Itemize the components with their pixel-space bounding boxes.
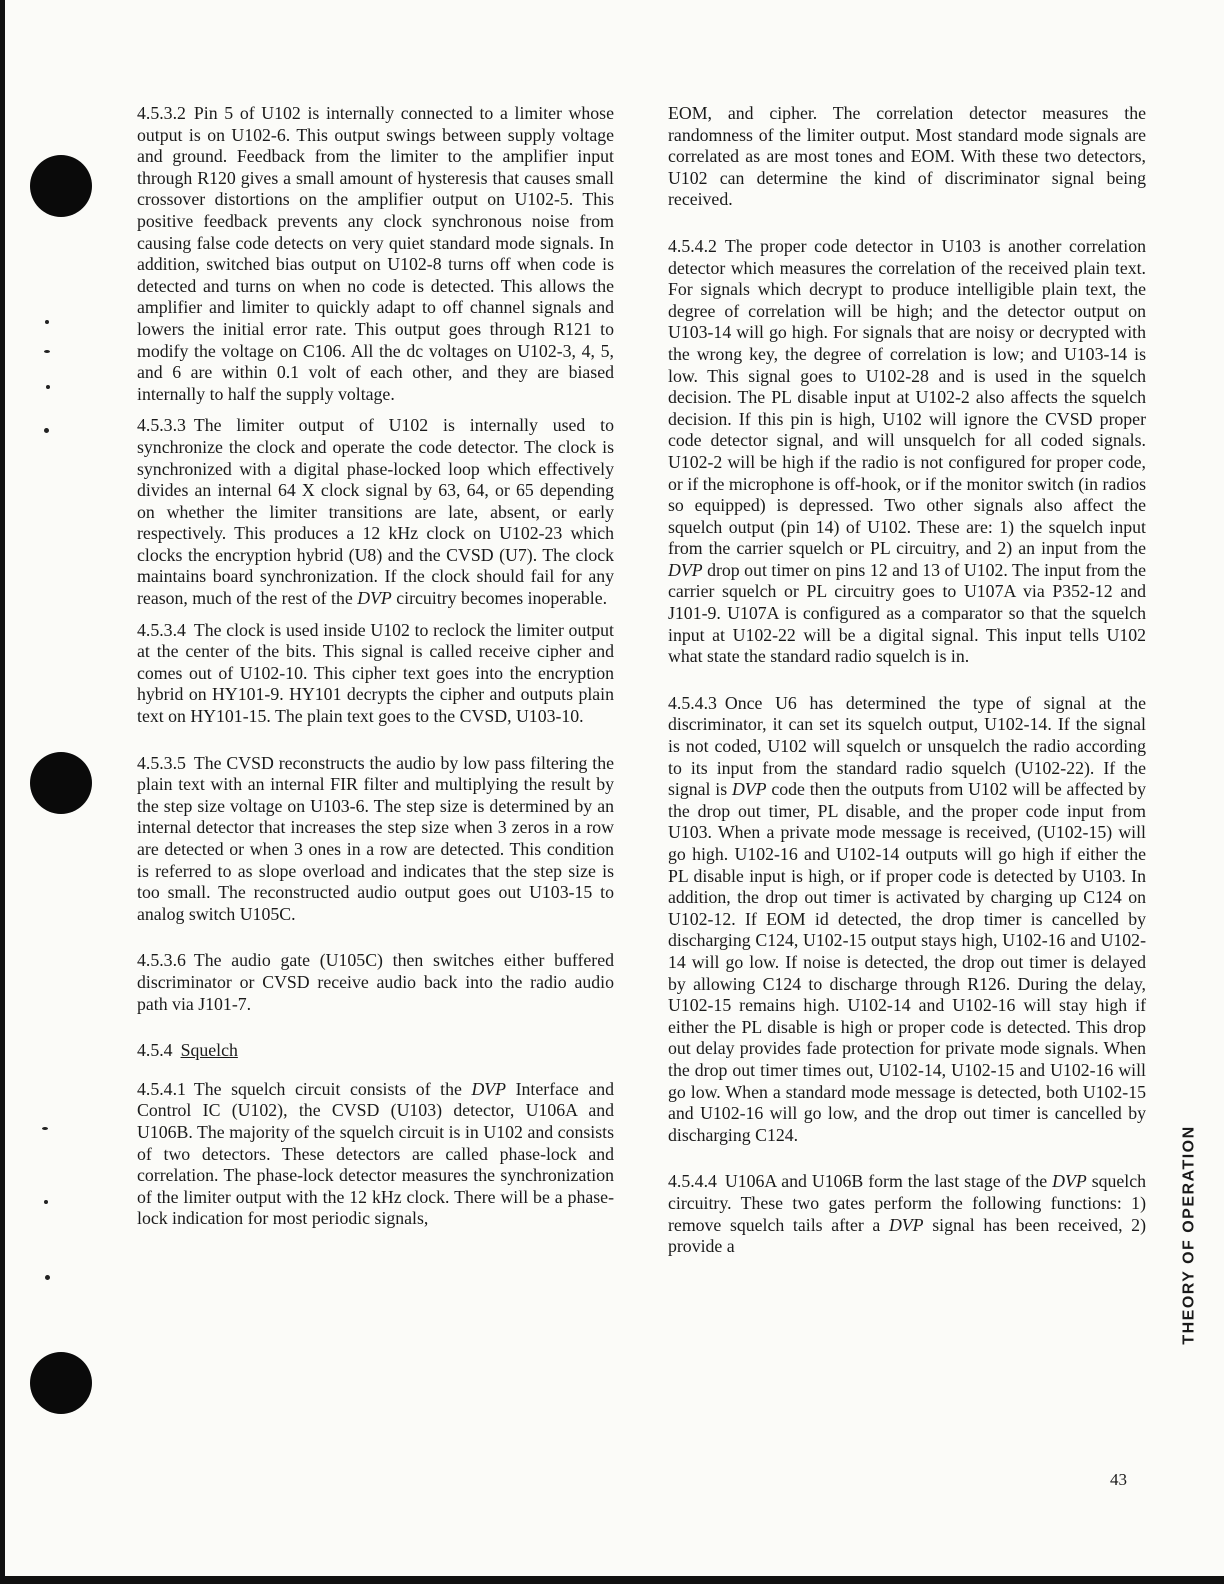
- paragraph-number: 4.5.4.2: [668, 235, 717, 256]
- paragraph-number: 4.5.3.3: [137, 415, 186, 436]
- paragraph-text: Once U6 has determined the type of signal at the discriminator, it can set its squelch output, U102-14. If the signal is not coded, U102 will squelch or unsquelch the radio according to its input from the standard radio squelch (U102-22). If the signal is: [668, 692, 1146, 800]
- paragraph-text: U106A and U106B form the last stage of the: [724, 1171, 1048, 1192]
- paragraph-text: The proper code detector in U103 is another correlation detector which measures the correlation of the received plain text. For signals which decrypt to produce intelligible plain text, the degree of correlation will be high; and the detector output on U103-14 will go high. For signals that are noisy or decrypted with the wrong key, the degree of correlation is low; and U103-14 is low. This signal goes to U102-28 and is used in the squelch decision. The PL disable input at U102-2 also affects the squelch decision. If this pin is high, U102 will ignore the CVSD proper code detector signal, and will unsquelch for all coded signals. U102-2 will be high if the radio is not configured for proper code, or if the microphone is off-hook, or if the monitor switch (in radios so equipped) is depressed. Two other signals also affect the squelch output (pin 14) of U102. These are: 1) the squelch input from the carrier squelch or PL circuitry, and 2) an input from the: [668, 235, 1146, 559]
- paragraph-4-5-4-3: [668, 693, 1146, 1146]
- scan-speck: [44, 350, 50, 353]
- page-edge-left: [0, 0, 5, 1584]
- paragraph-number: 4.5.3.5: [137, 752, 186, 773]
- paragraph-text: squelch circuitry. These two gates perform the following functions: 1) remove squelch tails after a: [668, 1171, 1147, 1235]
- paragraph-text: drop out timer on pins 12 and 13 of U102. The input from the carrier squelch or PL circuitry goes to U107A via P352-12 and J101-9. U107A is configured as a comparator so that the squelch input at U102-22 will be a digital signal. This input tells U102 what state the standard radio squelch is in.: [668, 559, 1146, 667]
- paragraph-number: 4.5.4.1: [137, 1078, 186, 1099]
- paragraph-4-5-3-3: [137, 415, 614, 609]
- binder-hole-middle: [30, 752, 92, 814]
- section-number: 4.5.4: [137, 1040, 173, 1061]
- paragraph-text: circuitry becomes inoperable.: [396, 588, 608, 609]
- paragraph-text: code then the outputs from U102 will be affected by the drop out timer, PL disable, and the proper code input from U103. When a private mode message is received, (U102-15) will go high. U102-16 and U102-14 outputs will go high if either the PL disable input is high, or if proper code is detected by U103. In addition, the drop out timer is activated by charging up C124 on U102-12. If EOM id detected, the drop timer is cancelled by discharging C124, U102-15 output stays high, U102-16 and U102-14 will go low. If noise is detected, the drop out timer is delayed by allowing C124 to discharge through R126. During the delay, U102-15 remains high. U102-14 and U102-16 will stay high if either the PL disable is high or proper code is detected. This drop out delay provides fade protection for private mode signals. When the drop out timer times out, U102-14, U102-15 and U102-16 will go low. When a standard mode message is detected, both U102-15 and U102-16 will go low, and the drop out timer is cancelled by discharging C124.: [668, 779, 1147, 1145]
- paragraph-4-5-4-2: [668, 236, 1146, 668]
- side-section-label: [1170, 1120, 1210, 1350]
- paragraph-number: 4.5.3.2: [137, 103, 186, 123]
- dvp-term: DVP: [731, 779, 767, 800]
- paragraph-number: 4.5.3.4: [137, 619, 186, 640]
- paragraph-text: The limiter output of U102 is internally used to synchronize the clock and operate the code detector. The clock is synchronized with a digital phase-locked loop which effectively divides an internal 64 X clock signal by 63, 64, or 65 depending on whether the limiter transitions are late, absent, or early respectively. This produces a 12 kHz clock on U102-23 which clocks the encryption hybrid (U8) and the CVSD (U7). The clock maintains board synchronization. If the clock should fail for any reason, much of the rest of the: [137, 415, 614, 609]
- right-column: [668, 103, 1146, 1268]
- binder-hole-bottom: [30, 1352, 92, 1414]
- paragraph-number: 4.5.4.3: [668, 692, 717, 713]
- paragraph-text: The squelch circuit consists of the: [193, 1078, 462, 1099]
- paragraph-text: Pin 5 of U102 is internally connected to a limiter whose output is on U102-6. This output swings between supply voltage and ground. Feedback from the limiter to the amplifier input through R120 gives a small amount of hysteresis that causes small crossover distortions on the amplifier output on U102-5. This positive feedback prevents any clock synchronous noise from causing false code detects on very quiet standard mode signals. In addition, switched bias output on U102-8 turns off when code is detected and turns on when no code is detected. This allows the amplifier and limiter to quickly adapt to off channel signals and lowers the initial error rate. This output goes through R121 to modify the voltage on C106. All the dc voltages on U102-3, 4, 5, and 6 are within 0.1 volt of each other, and they are biased internally to half the supply voltage.: [137, 103, 614, 404]
- dvp-term: DVP: [888, 1214, 924, 1235]
- paragraph-4-5-3-5: [137, 753, 614, 926]
- paragraph-text: The clock is used inside U102 to reclock the limiter output at the center of the bits. This signal is called receive cipher and comes out of U102-10. This cipher text goes into the encryption hybrid on HY101-9. HY101 decrypts the cipher and outputs plain text on HY101-15. The plain text goes to the CVSD, U103-10.: [137, 619, 614, 727]
- page-number: 43: [1110, 1470, 1127, 1489]
- page-edge-bottom: [0, 1576, 1224, 1584]
- section-heading-squelch: [137, 1040, 614, 1062]
- section-title: Squelch: [180, 1040, 238, 1061]
- scan-speck: [45, 320, 49, 324]
- paragraph-text: signal has been received, 2) provide a: [668, 1214, 1146, 1257]
- paragraph-text: EOM, and cipher. The correlation detector measures the randomness of the limiter output. Most standard mode signals are correlated as are most tones and EOM. With these two detectors, U102 can determine the kind of discriminator signal being received.: [668, 103, 1146, 210]
- paragraph-text: The audio gate (U105C) then switches either buffered discriminator or CVSD receive audio back into the radio audio path via J101-7.: [137, 950, 614, 1014]
- left-column: [137, 103, 614, 1240]
- paragraph-4-5-4-4: [668, 1171, 1146, 1257]
- scan-speck: [42, 1127, 48, 1130]
- dvp-term: DVP: [1052, 1171, 1087, 1192]
- binder-hole-top: [30, 155, 92, 217]
- scan-speck: [44, 1200, 48, 1204]
- dvp-term: DVP: [357, 588, 392, 609]
- scan-speck: [45, 1275, 50, 1280]
- paragraph-4-5-4-1: [137, 1079, 614, 1230]
- paragraph-number: 4.5.3.6: [137, 950, 186, 971]
- paragraph-text: Interface and Control IC (U102), the CVSD (U103) detector, U106A and U106B. The majority of the squelch circuit is in U102 and consists of two detectors. These detectors are called phase-lock and correlation. The phase-lock detector measures the synchronization of the limiter output with the 12 kHz clock. There will be a phase-lock indication for most periodic signals,: [137, 1078, 614, 1229]
- paragraph-4-5-3-2: [137, 103, 614, 405]
- scan-speck: [46, 385, 50, 389]
- paragraph-4-5-3-6: [137, 950, 614, 1015]
- paragraph-4-5-4-1-continued: [668, 103, 1146, 211]
- paragraph-number: 4.5.4.4: [668, 1171, 717, 1192]
- paragraph-4-5-3-4: [137, 620, 614, 728]
- scan-speck: [44, 428, 49, 433]
- side-label-text: THEORY OF OPERATION: [1181, 1125, 1199, 1345]
- dvp-term: DVP: [668, 559, 703, 580]
- dvp-term: DVP: [471, 1078, 507, 1099]
- paragraph-text: The CVSD reconstructs the audio by low pass filtering the plain text with an internal FIR filter and multiplying the result by the step size voltage on U103-6. The step size is determined by an internal detector that increases the step size when 3 zeros in a row are detected or when 3 ones in a row are detected. This condition is referred to as slope overload and indicates that the step size is too small. The reconstructed audio output goes out U103-15 to analog switch U105C.: [137, 752, 614, 924]
